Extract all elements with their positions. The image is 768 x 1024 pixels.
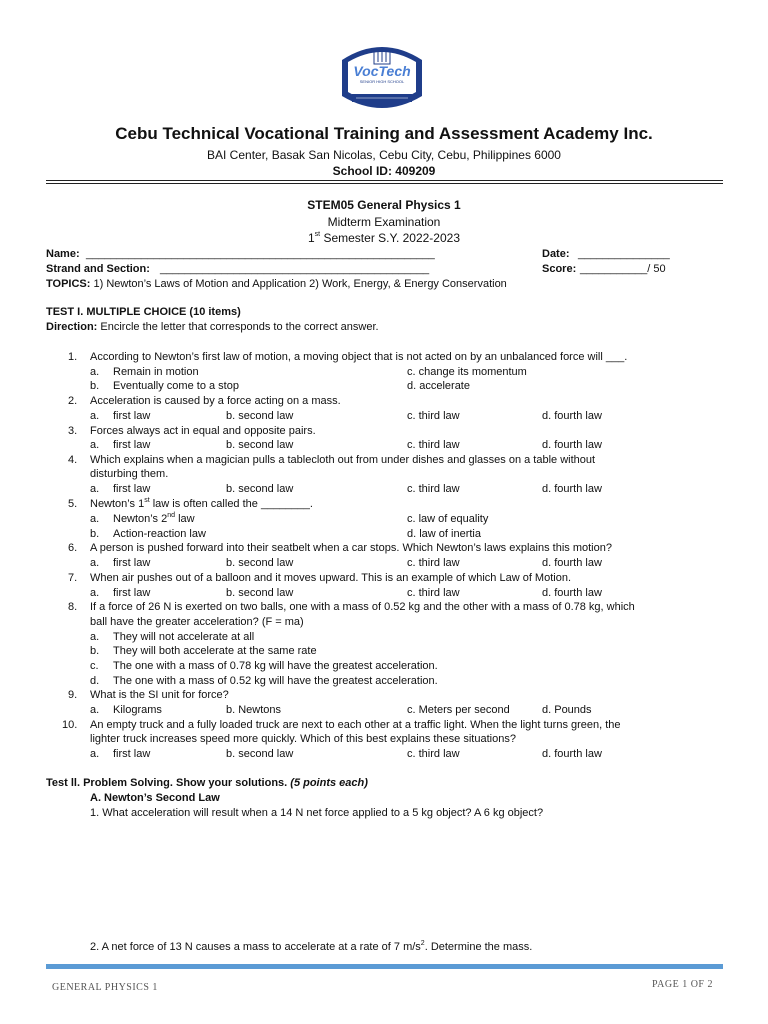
footer-page-number: PAGE 1 OF 2 <box>652 979 713 990</box>
choice-text: They will both accelerate at the same rate <box>113 645 317 657</box>
question-text: What is the SI unit for force? <box>90 689 229 701</box>
question-text: An empty truck and a fully loaded truck are next to each other at a traffic light. When the light turns green, the <box>90 719 621 731</box>
question-text-cont: disturbing them. <box>90 468 169 480</box>
choice-text: first law <box>113 748 151 760</box>
strand-label: Strand and Section: <box>46 263 150 275</box>
choice-text: They will not accelerate at all <box>113 631 255 643</box>
choice-text: first law <box>113 410 151 422</box>
choice[interactable]: c. Meters per second <box>407 704 510 716</box>
choice-text: Newton’s 2nd law <box>113 512 195 525</box>
choice[interactable]: c. third law <box>407 557 460 569</box>
choice-text: Action-reaction law <box>113 528 206 540</box>
choice-text: Eventually come to a stop <box>113 380 239 392</box>
name-label: Name: <box>46 248 80 260</box>
choice[interactable]: c. third law <box>407 483 460 495</box>
question-number: 5. <box>68 498 78 510</box>
school-name: Cebu Technical Vocational Training and Assessment Academy Inc. <box>115 124 653 143</box>
header-rule <box>46 180 723 181</box>
question-text-cont: lighter truck increases speed more quickly. Which of this best explains these situations? <box>90 733 516 745</box>
choice-text: Remain in motion <box>113 366 199 378</box>
choice-text: first law <box>113 483 151 495</box>
choice-letter[interactable]: a. <box>90 483 100 495</box>
choice[interactable]: c. third law <box>407 587 460 599</box>
question-text: Newton’s 1st law is often called the ________. <box>90 497 313 510</box>
school-logo <box>334 40 430 120</box>
choice-letter[interactable]: b. <box>90 645 100 657</box>
question-text-cont: ball have the greater acceleration? (F = ma) <box>90 616 304 628</box>
question-number: 1. <box>68 351 78 363</box>
choice-letter[interactable]: a. <box>90 513 100 525</box>
choice[interactable]: b. second law <box>226 483 294 495</box>
choice-text: first law <box>113 557 151 569</box>
choice[interactable]: c. change its momentum <box>407 366 527 378</box>
question-number: 9. <box>68 689 78 701</box>
choice-text: first law <box>113 587 151 599</box>
choice-letter[interactable]: a. <box>90 587 100 599</box>
choice-letter[interactable]: a. <box>90 704 100 716</box>
problem-2: 2. A net force of 13 N causes a mass to accelerate at a rate of 7 $m/s^2$. Determine the mass. <box>90 940 533 953</box>
choice-text: The one with a mass of 0.78 kg will have the greatest acceleration. <box>113 660 438 672</box>
choice-letter[interactable]: a. <box>90 439 100 451</box>
choice[interactable]: b. Newtons <box>226 704 282 716</box>
choice-letter[interactable]: d. <box>90 675 100 687</box>
question-text: When air pushes out of a balloon and it moves upward. This is an example of which Law of Motion. <box>90 572 572 584</box>
date-label: Date: <box>542 248 570 260</box>
footer-subject: GENERAL PHYSICS 1 <box>52 982 158 993</box>
exam-subject: STEM05 General Physics 1 <box>307 198 461 212</box>
choice[interactable]: b. second law <box>226 587 294 599</box>
school-id: School ID: 409209 <box>332 164 436 178</box>
test2-section-a: A. Newton’s Second Law <box>90 792 220 804</box>
question-text: According to Newton’s first law of motion, a moving object that is not acted on by an unbalanced force will ___. <box>90 351 628 363</box>
choice[interactable]: b. second law <box>226 410 294 422</box>
question-number: 3. <box>68 425 78 437</box>
choice[interactable]: b. second law <box>226 748 294 760</box>
choice[interactable]: c. law of equality <box>407 513 489 525</box>
choice-letter[interactable]: a. <box>90 410 100 422</box>
choice[interactable]: d. law of inertia <box>407 528 481 540</box>
topics-line: TOPICS: 1) Newton’s Laws of Motion and Application 2) Work, Energy, & Energy Conservation <box>46 278 507 290</box>
question-number: 8. <box>68 601 78 613</box>
choice[interactable]: c. third law <box>407 410 460 422</box>
choice[interactable]: c. third law <box>407 748 460 760</box>
question-number: 4. <box>68 454 78 466</box>
choice-letter[interactable]: b. <box>90 528 100 540</box>
choice[interactable]: d. fourth law <box>542 483 602 495</box>
choice[interactable]: d. fourth law <box>542 557 602 569</box>
choice-letter[interactable]: a. <box>90 557 100 569</box>
question-text: A person is pushed forward into their seatbelt when a car stops. Which Newton’s laws explains this motion? <box>90 542 612 554</box>
test1-direction: Direction: Encircle the letter that corresponds to the correct answer. <box>46 321 379 333</box>
question-text: If a force of 26 N is exerted on two balls, one with a mass of 0.52 kg and the other with a mass of 0.78 kg, which <box>90 601 635 613</box>
choice[interactable]: c. third law <box>407 439 460 451</box>
svg-text:SENIOR HIGH SCHOOL: SENIOR HIGH SCHOOL <box>359 79 405 84</box>
footer-accent-bar <box>46 964 723 969</box>
test1-title: TEST I. MULTIPLE CHOICE (10 items) <box>46 306 241 318</box>
choice[interactable]: d. Pounds <box>542 704 592 716</box>
test2-title: Test ll. Problem Solving. Show your solutions. (5 points each) <box>46 777 368 789</box>
question-number: 7. <box>68 572 78 584</box>
score-label: Score: <box>542 263 577 275</box>
name-field[interactable]: _________________________________________________________ <box>86 248 435 260</box>
choice-letter[interactable]: a. <box>90 748 100 760</box>
question-text: Which explains when a magician pulls a tablecloth out from under dishes and glasses on a table without <box>90 454 596 466</box>
header-rule <box>46 183 723 184</box>
choice-letter[interactable]: b. <box>90 380 100 392</box>
choice-letter[interactable]: a. <box>90 366 100 378</box>
choice-text: first law <box>113 439 151 451</box>
strand-field[interactable]: ____________________________________________ <box>160 263 430 275</box>
choice-text: Kilograms <box>113 704 162 716</box>
choice-letter[interactable]: a. <box>90 631 100 643</box>
exam-semester: 1st Semester S.Y. 2022-2023 <box>307 231 460 245</box>
exam-type: Midterm Examination <box>327 215 441 229</box>
choice[interactable]: b. second law <box>226 439 294 451</box>
choice-letter[interactable]: c. <box>90 660 99 672</box>
choice[interactable]: d. fourth law <box>542 748 602 760</box>
score-field[interactable]: ___________/ 50 <box>580 263 666 275</box>
choice-text: The one with a mass of 0.52 kg will have the greatest acceleration. <box>113 675 438 687</box>
question-number: 6. <box>68 542 78 554</box>
question-text: Forces always act in equal and opposite pairs. <box>90 425 316 437</box>
choice[interactable]: d. fourth law <box>542 439 602 451</box>
choice[interactable]: d. fourth law <box>542 587 602 599</box>
choice[interactable]: d. accelerate <box>407 380 470 392</box>
question-number: 2. <box>68 395 78 407</box>
school-address: BAI Center, Basak San Nicolas, Cebu City, Cebu, Philippines 6000 <box>207 148 561 162</box>
choice[interactable]: d. fourth law <box>542 410 602 422</box>
question-text: Acceleration is caused by a force acting on a mass. <box>90 395 341 407</box>
question-number: 10. <box>62 719 78 731</box>
svg-text:VocTech: VocTech <box>353 63 411 79</box>
problem-1: 1. What acceleration will result when a 14 N net force applied to a 5 kg object? A 6 kg object? <box>90 807 544 819</box>
choice[interactable]: b. second law <box>226 557 294 569</box>
date-field[interactable]: _______________ <box>578 248 670 260</box>
